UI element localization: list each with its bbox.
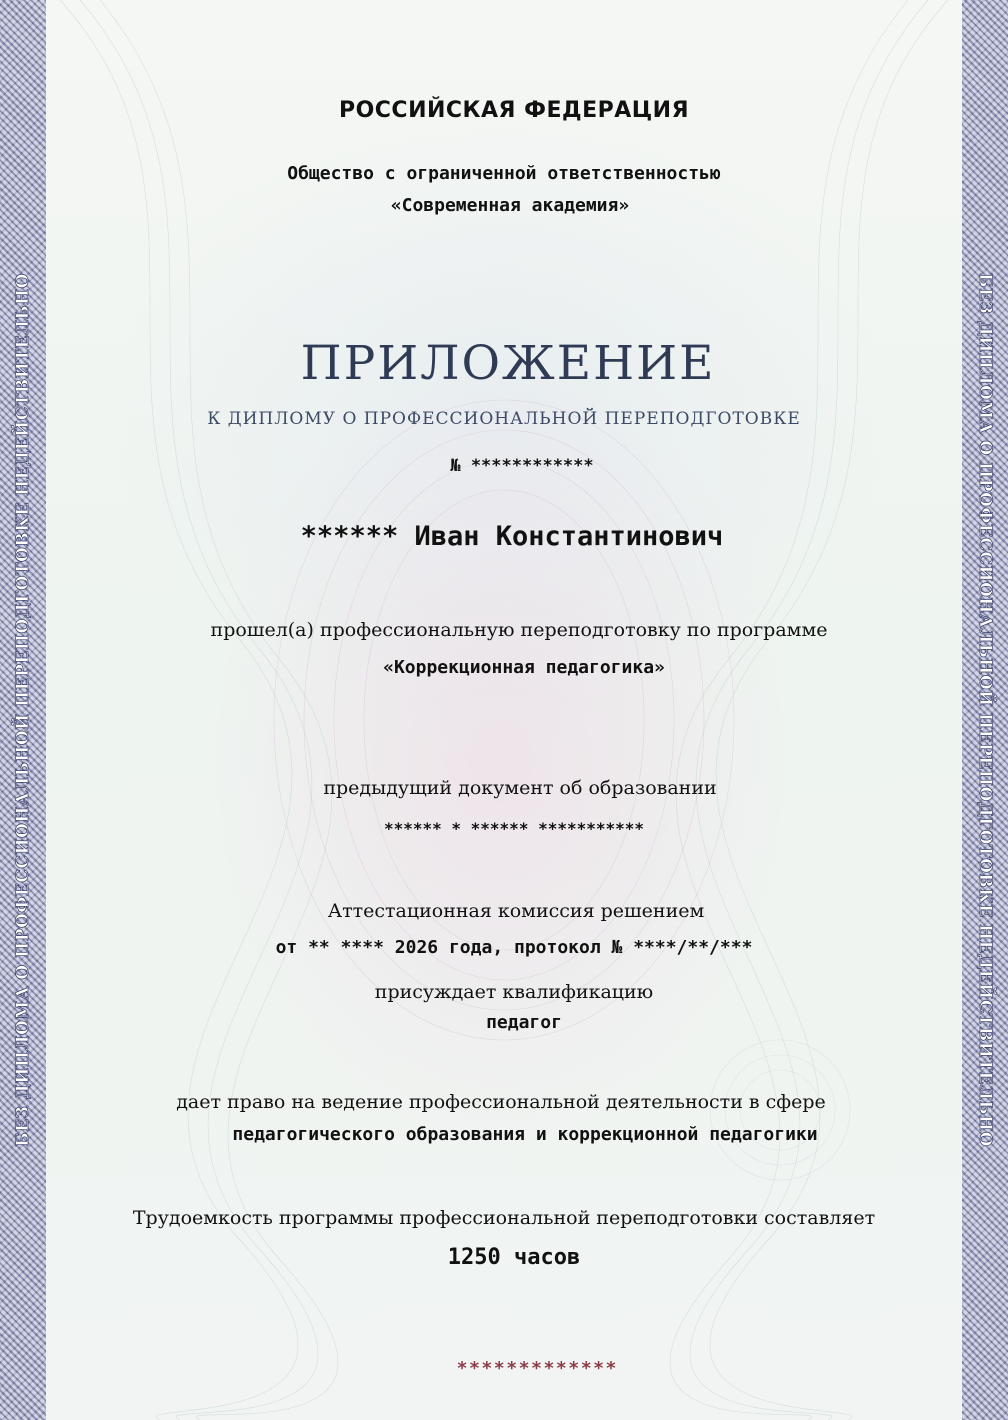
qualification-value: педагог — [486, 1012, 562, 1033]
document-subtitle: К ДИПЛОМУ О ПРОФЕССИОНАЛЬНОЙ ПЕРЕПОДГОТОВКЕ — [207, 409, 801, 429]
rights-label: дает право на ведение профессиональной деятельности в сфере — [176, 1091, 826, 1113]
country-heading: РОССИЙСКАЯ ФЕДЕРАЦИЯ — [338, 98, 690, 123]
commission-label: Аттестационная комиссия решением — [327, 900, 705, 922]
commission-decision: от ** **** 2026 года, протокол № ****/**/*** — [275, 937, 753, 958]
previous-document-value: ****** * ****** *********** — [383, 819, 645, 838]
left-side-stamp-text: БЕЗ ДИПЛОМА О ПРОФЕССИОНАЛЬНОЙ ПЕРЕПОДГОТОВКЕ НЕДЕЙСТВИТЕЛЬНО — [13, 273, 33, 1147]
organization-line-2: «Современная академия» — [390, 195, 630, 216]
awards-qualification-label: присуждает квалификацию — [374, 981, 654, 1003]
program-passed-text: прошел(а) профессиональную переподготовку по программе — [210, 619, 828, 641]
document-title: ПРИЛОЖЕНИЕ — [300, 336, 716, 391]
serial-number: ************* — [457, 1358, 619, 1379]
document-number: № ************ — [450, 456, 594, 476]
previous-document-label: предыдущий документ об образовании — [323, 777, 717, 799]
labor-intensity-label: Трудоемкость программы профессиональной переподготовки составляет — [132, 1207, 876, 1229]
program-name: «Коррекционная педагогика» — [383, 657, 665, 678]
holder-full-name: ****** Иван Константинович — [300, 521, 724, 552]
labor-hours: 1250 часов — [447, 1245, 581, 1270]
rights-sphere: педагогического образования и коррекционной педагогики — [232, 1124, 818, 1145]
organization-line-1: Общество с ограниченной ответственностью — [287, 163, 721, 184]
right-side-stamp-text: БЕЗ ДИПЛОМА О ПРОФЕССИОНАЛЬНОЙ ПЕРЕПОДГОТОВКЕ НЕДЕЙСТВИТЕЛЬНО — [975, 273, 995, 1147]
